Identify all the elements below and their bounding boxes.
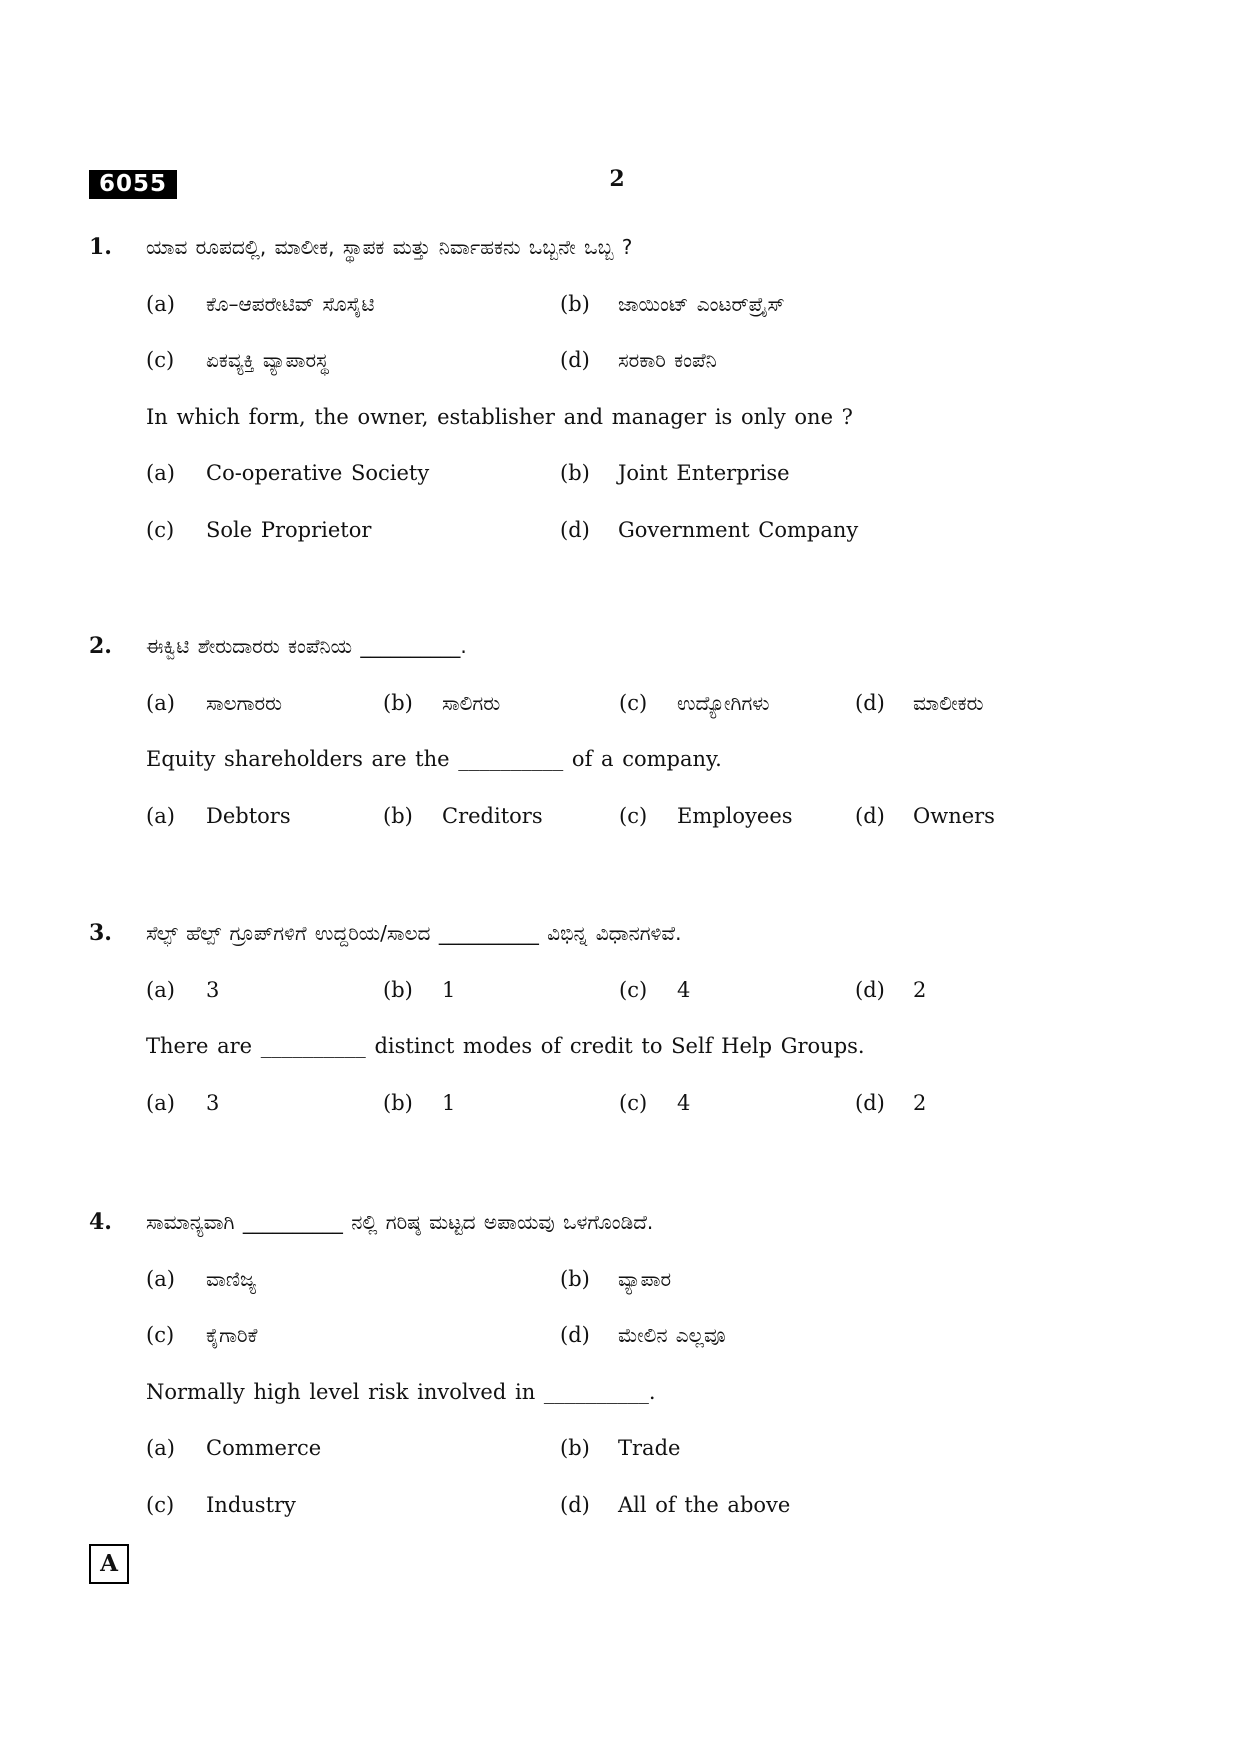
option-text: Debtors bbox=[206, 803, 291, 828]
option-text: All of the above bbox=[618, 1492, 791, 1517]
question-english-row bbox=[0, 731, 1240, 788]
option-text: 4 bbox=[677, 977, 691, 1002]
question-number: 3. bbox=[89, 920, 112, 946]
option-text: ಮಾಲೀಕರು bbox=[913, 690, 984, 715]
question-english-row bbox=[0, 389, 1240, 446]
question-number: 1. bbox=[89, 234, 112, 260]
question-number: 2. bbox=[89, 633, 112, 659]
option-label: (c) bbox=[146, 348, 175, 372]
option-text: ವಾಣಿಜ್ಯ bbox=[206, 1266, 257, 1291]
option-text: ಜಾಯಿಂಟ್ ಎಂಟರ್‌ಪ್ರೈಸ್ bbox=[618, 291, 785, 316]
option-label: (b) bbox=[383, 1090, 413, 1115]
options-row-kannada bbox=[0, 1307, 1240, 1364]
option-text: Owners bbox=[913, 803, 995, 828]
option-label: (b) bbox=[560, 291, 590, 316]
options-row-english bbox=[0, 788, 1240, 845]
option-label: (a) bbox=[146, 1090, 175, 1115]
option-text: Industry bbox=[206, 1492, 296, 1517]
option-text: ಮೇಲಿನ ಎಲ್ಲವೂ bbox=[618, 1323, 726, 1347]
options-row-kannada bbox=[0, 1251, 1240, 1308]
option-label: (d) bbox=[560, 1492, 590, 1517]
option-text: ಸರಕಾರಿ ಕಂಪೆನಿ bbox=[618, 348, 717, 372]
paper-code-badge: 6055 bbox=[89, 170, 177, 199]
question-text-kannada: ಈಕ್ವಿಟಿ ಶೇರುದಾರರು ಕಂಪೆನಿಯ __________. bbox=[146, 634, 467, 658]
option-label: (d) bbox=[855, 977, 885, 1002]
option-text: 3 bbox=[206, 977, 220, 1002]
paper-version-box: A bbox=[89, 1544, 129, 1584]
option-text: Government Company bbox=[618, 517, 859, 542]
question-text-kannada: ಸಾಮಾನ್ಯವಾಗಿ __________ ನಲ್ಲಿ ಗರಿಷ್ಠ ಮಟ್ಟದ ಅಪಾಯವು ಒಳಗೊಂಡಿದೆ. bbox=[146, 1210, 654, 1234]
option-label: (d) bbox=[855, 690, 885, 715]
option-label: (d) bbox=[560, 1323, 590, 1347]
question-1 bbox=[0, 219, 1240, 558]
option-text: ಕೈಗಾರಿಕೆ bbox=[206, 1323, 258, 1347]
option-label: (c) bbox=[619, 977, 648, 1002]
options-row-english bbox=[0, 1420, 1240, 1477]
options-row-kannada bbox=[0, 962, 1240, 1019]
question-kannada-row bbox=[0, 1194, 1240, 1251]
option-label: (b) bbox=[560, 1266, 590, 1291]
option-label: (c) bbox=[619, 1090, 648, 1115]
option-label: (a) bbox=[146, 803, 175, 828]
option-text: 3 bbox=[206, 1090, 220, 1115]
option-label: (d) bbox=[560, 348, 590, 372]
option-text: Trade bbox=[618, 1436, 681, 1460]
question-text-kannada: ಯಾವ ರೂಪದಲ್ಲಿ, ಮಾಲೀಕ, ಸ್ಥಾಪಕ ಮತ್ತು ನಿರ್ವಾಹಕನು ಒಬ್ಬನೇ ಒಬ್ಬ ? bbox=[146, 235, 633, 259]
option-label: (a) bbox=[146, 291, 175, 316]
option-text: Employees bbox=[677, 803, 793, 828]
option-text: 2 bbox=[913, 977, 927, 1002]
question-english-row bbox=[0, 1018, 1240, 1075]
options-row-english bbox=[0, 502, 1240, 559]
options-row-kannada bbox=[0, 276, 1240, 333]
option-label: (c) bbox=[619, 803, 648, 828]
options-row-kannada bbox=[0, 675, 1240, 732]
option-text: Commerce bbox=[206, 1436, 322, 1460]
question-text-kannada: ಸೆಲ್ಫ್ ಹೆಲ್ಪ್ ಗ್ರೂಪ್‌ಗಳಿಗೆ ಉದ್ದರಿಯ/ಸಾಲದ __________ ವಿಭಿನ್ನ ವಿಧಾನಗಳಿವೆ. bbox=[146, 921, 682, 945]
option-label: (a) bbox=[146, 977, 175, 1002]
question-text-english: Normally high level risk involved in __________. bbox=[146, 1379, 656, 1404]
option-text: ಏಕವ್ಯಕ್ತಿ ವ್ಯಾಪಾರಸ್ಥ bbox=[206, 348, 329, 372]
page-number: 2 bbox=[609, 166, 625, 192]
option-label: (a) bbox=[146, 1266, 175, 1291]
option-label: (d) bbox=[855, 1090, 885, 1115]
option-label: (b) bbox=[383, 803, 413, 828]
option-text: Creditors bbox=[442, 803, 543, 828]
question-3 bbox=[0, 905, 1240, 1131]
option-text: 2 bbox=[913, 1090, 927, 1115]
options-row-english bbox=[0, 1477, 1240, 1534]
options-row-kannada bbox=[0, 332, 1240, 389]
option-text: ಸಾಲಗಾರರು bbox=[206, 690, 283, 715]
options-row-english bbox=[0, 1075, 1240, 1132]
option-text: ಕೊ–ಆಪರೇಟಿವ್ ಸೊಸೈಟಿ bbox=[206, 291, 375, 316]
option-text: Joint Enterprise bbox=[618, 461, 790, 485]
question-text-english: Equity shareholders are the __________ of a company. bbox=[146, 747, 722, 771]
question-number: 4. bbox=[89, 1209, 112, 1235]
option-label: (b) bbox=[560, 1436, 590, 1460]
option-label: (c) bbox=[146, 1323, 175, 1347]
question-text-english: In which form, the owner, establisher and manager is only one ? bbox=[146, 404, 853, 429]
option-label: (a) bbox=[146, 461, 175, 485]
option-label: (c) bbox=[146, 1492, 175, 1517]
option-text: 4 bbox=[677, 1090, 691, 1115]
option-label: (d) bbox=[560, 517, 590, 542]
question-2 bbox=[0, 618, 1240, 844]
question-kannada-row bbox=[0, 618, 1240, 675]
option-label: (a) bbox=[146, 1436, 175, 1460]
question-kannada-row bbox=[0, 905, 1240, 962]
option-text: Sole Proprietor bbox=[206, 517, 372, 542]
option-text: ಸಾಲಿಗರು bbox=[442, 690, 501, 715]
question-4 bbox=[0, 1194, 1240, 1533]
option-text: ವ್ಯಾಪಾರ bbox=[618, 1266, 672, 1291]
option-text: 1 bbox=[442, 977, 456, 1002]
question-english-row bbox=[0, 1364, 1240, 1421]
option-text: Co-operative Society bbox=[206, 461, 430, 485]
option-label: (a) bbox=[146, 690, 175, 715]
option-label: (b) bbox=[383, 690, 413, 715]
option-label: (b) bbox=[383, 977, 413, 1002]
option-label: (c) bbox=[619, 690, 648, 715]
option-label: (b) bbox=[560, 461, 590, 485]
options-row-english bbox=[0, 445, 1240, 502]
option-text: 1 bbox=[442, 1090, 456, 1115]
option-text: ಉದ್ಯೋಗಿಗಳು bbox=[677, 690, 770, 715]
question-text-english: There are __________ distinct modes of credit to Self Help Groups. bbox=[146, 1034, 865, 1058]
option-label: (d) bbox=[855, 803, 885, 828]
option-label: (c) bbox=[146, 517, 175, 542]
question-kannada-row bbox=[0, 219, 1240, 276]
